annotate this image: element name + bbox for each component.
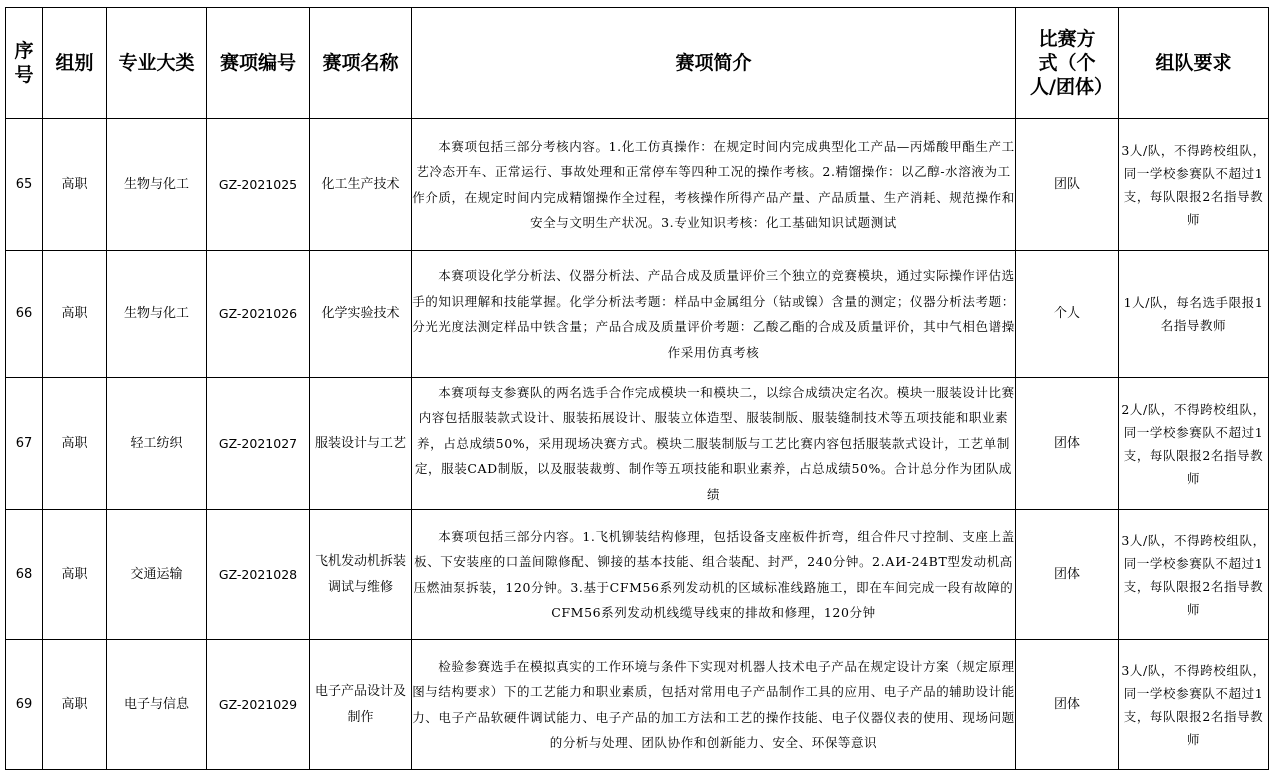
cell-mode: 团队 — [1016, 119, 1119, 251]
cell-code: GZ-2021025 — [207, 119, 310, 251]
cell-name: 飞机发动机拆装调试与维修 — [310, 510, 412, 640]
header-group: 组别 — [43, 8, 107, 119]
header-row — [6, 8, 1269, 119]
cell-group: 高职 — [43, 378, 107, 510]
cell-team: 1人/队，每名选手限报1名指导教师 — [1119, 251, 1269, 378]
competition-table — [5, 7, 1269, 770]
table-row — [6, 510, 1269, 640]
header-code: 赛项编号 — [207, 8, 310, 119]
cell-name: 电子产品设计及制作 — [310, 640, 412, 770]
cell-mode: 团体 — [1016, 378, 1119, 510]
cell-mode: 个人 — [1016, 251, 1119, 378]
cell-intro: 本赛项每支参赛队的两名选手合作完成模块一和模块二，以综合成绩决定名次。模块一服装设计比赛内容包括服装款式设计、服装拓展设计、服装立体造型、服装制版、服装缝制技术等五项技能和职业素养，占总成绩50%，采用现场决赛方式。模块二服装制版与工艺比赛内容包括服装款式设计，工艺单制定，服装CAD制版，以及服装裁剪、制作等五项技能和职业素养，占总成绩50%。合计总分作为团队成绩 — [412, 378, 1016, 510]
cell-mode: 团体 — [1016, 510, 1119, 640]
cell-team: 3人/队，不得跨校组队，同一学校参赛队不超过1支，每队限报2名指导教师 — [1119, 119, 1269, 251]
cell-group: 高职 — [43, 640, 107, 770]
cell-intro: 本赛项设化学分析法、仪器分析法、产品合成及质量评价三个独立的竞赛模块，通过实际操作评估选手的知识理解和技能掌握。化学分析法考题：样品中金属组分（钴或镍）含量的测定；仪器分析法考题：分光光度法测定样品中铁含量；产品合成及质量评价考题：乙酸乙酯的合成及质量评价，其中气相色谱操作采用仿真考核 — [412, 251, 1016, 378]
cell-code: GZ-2021027 — [207, 378, 310, 510]
cell-code: GZ-2021028 — [207, 510, 310, 640]
cell-code: GZ-2021026 — [207, 251, 310, 378]
header-category: 专业大类 — [107, 8, 207, 119]
cell-seq: 65 — [6, 119, 43, 251]
table-row — [6, 119, 1269, 251]
cell-intro: 检验参赛选手在模拟真实的工作环境与条件下实现对机器人技术电子产品在规定设计方案（规定原理图与结构要求）下的工艺能力和职业素质，包括对常用电子产品制作工具的应用、电子产品的辅助设计能力、电子产品软硬件调试能力、电子产品的加工方法和工艺的操作技能、电子仪器仪表的使用、现场问题的分析与处理、团队协作和创新能力、安全、环保等意识 — [412, 640, 1016, 770]
cell-category: 轻工纺织 — [107, 378, 207, 510]
header-mode: 比赛方式（个人/团体） — [1016, 8, 1119, 119]
cell-category: 交通运输 — [107, 510, 207, 640]
cell-name: 化工生产技术 — [310, 119, 412, 251]
cell-name: 化学实验技术 — [310, 251, 412, 378]
cell-team: 3人/队，不得跨校组队，同一学校参赛队不超过1支，每队限报2名指导教师 — [1119, 640, 1269, 770]
cell-team: 2人/队，不得跨校组队，同一学校参赛队不超过1支，每队限报2名指导教师 — [1119, 378, 1269, 510]
cell-seq: 66 — [6, 251, 43, 378]
table-row — [6, 640, 1269, 770]
cell-team: 3人/队，不得跨校组队，同一学校参赛队不超过1支，每队限报2名指导教师 — [1119, 510, 1269, 640]
cell-group: 高职 — [43, 251, 107, 378]
table-row — [6, 251, 1269, 378]
cell-category: 生物与化工 — [107, 251, 207, 378]
cell-code: GZ-2021029 — [207, 640, 310, 770]
cell-group: 高职 — [43, 510, 107, 640]
cell-seq: 69 — [6, 640, 43, 770]
cell-name: 服装设计与工艺 — [310, 378, 412, 510]
cell-intro: 本赛项包括三部分内容。1.飞机铆装结构修理，包括设备支座板件折弯，组合件尺寸控制、支座上盖板、下安装座的口盖间隙修配、铆接的基本技能、组合装配、封严，240分钟。2.АИ-24BT型发动机高压燃油泵拆装，120分钟。3.基于CFM56系列发动机的区域标准线路施工，即在车间完成一段有故障的CFM56系列发动机线缆导线束的排故和修理，120分钟 — [412, 510, 1016, 640]
header-intro: 赛项简介 — [412, 8, 1016, 119]
header-name: 赛项名称 — [310, 8, 412, 119]
cell-intro: 本赛项包括三部分考核内容。1.化工仿真操作：在规定时间内完成典型化工产品—丙烯酸甲酯生产工艺冷态开车、正常运行、事故处理和正常停车等四种工况的操作考核。2.精馏操作：以乙醇-水溶液为工作介质，在规定时间内完成精馏操作全过程，考核操作所得产品产量、产品质量、生产消耗、规范操作和安全与文明生产状况。3.专业知识考核：化工基础知识试题测试 — [412, 119, 1016, 251]
header-team: 组队要求 — [1119, 8, 1269, 119]
cell-seq: 67 — [6, 378, 43, 510]
cell-seq: 68 — [6, 510, 43, 640]
table-row — [6, 378, 1269, 510]
header-seq: 序号 — [6, 8, 43, 119]
cell-group: 高职 — [43, 119, 107, 251]
cell-category: 电子与信息 — [107, 640, 207, 770]
cell-category: 生物与化工 — [107, 119, 207, 251]
cell-mode: 团体 — [1016, 640, 1119, 770]
